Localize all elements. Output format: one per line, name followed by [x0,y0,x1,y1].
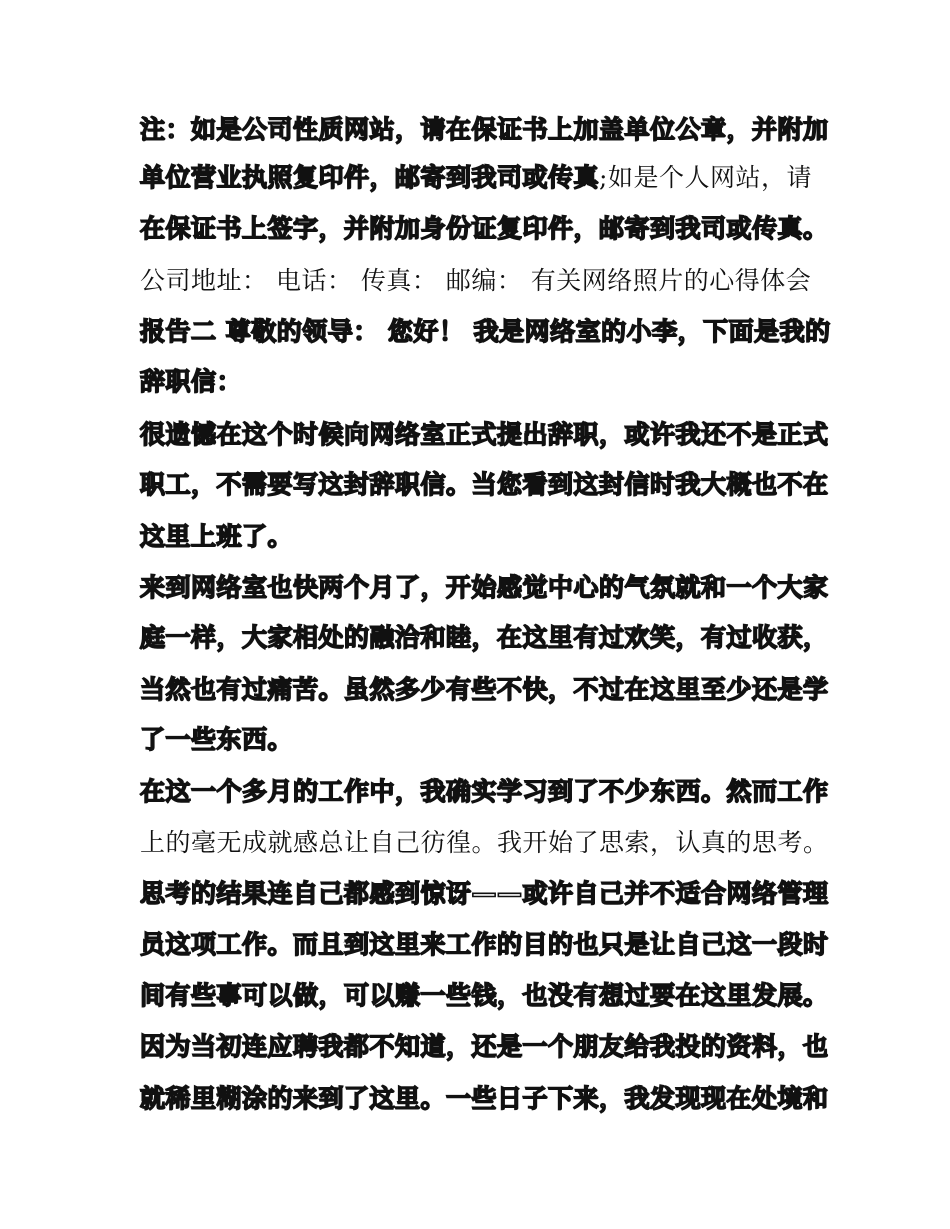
text-segment: 辞职信： [140,367,243,396]
text-segment: 因为当初连应聘我都不知道，还是一个朋友给我投的资料，也 [140,1032,829,1061]
text-line [140,567,829,609]
text-line [140,873,829,915]
text-line [140,516,820,558]
text-segment: 单位营业执照复印件，邮寄到我司或传真 [140,163,600,192]
text-segment: 员这项工作。而且到这里来工作的目的也只是让自己这一段时 [140,930,829,959]
text-segment: 很遗憾在这个时候向网络室正式提出辞职，或许我还不是正式 [140,420,829,449]
text-line [140,771,829,813]
text-line [140,975,829,1017]
text-segment: 公司地址： 电话： 传真： 邮编： 有关网络照片的心得体会 [140,266,812,295]
text-segment: 报告二 尊敬的领导： 您好！ 我是网络室的小李，下面是我的 [140,317,831,346]
text-line [140,109,829,151]
text-segment: 思考的结果连自己都感到惊讶——或许自己并不适合网络管理 [140,879,829,908]
text-line [140,822,829,864]
text-segment: 就稀里糊涂的来到了这里。一些日子下来，我发现现在处境和 [140,1084,829,1113]
text-line [140,1026,829,1068]
text-segment: 这里上班了。 [140,522,294,551]
text-line [140,617,829,659]
text-segment: ;如是个人网站，请 [599,163,812,192]
text-line [140,464,829,506]
text-line [140,260,820,302]
text-line [140,669,829,711]
text-line [140,414,829,456]
text-segment: 上的毫无成就感总让自己彷徨。我开始了思索，认真的思考。 [140,828,829,857]
text-line [140,924,829,966]
text-line [140,157,820,199]
text-segment: 在这一个多月的工作中，我确实学习到了不少东西。然而工作 [140,777,829,806]
text-segment: 注：如是公司性质网站，请在保证书上加盖单位公章，并附加 [140,115,829,144]
text-line [140,208,829,250]
text-segment: 了一些东西。 [140,725,294,754]
text-line [140,311,831,353]
text-segment: 间有些事可以做，可以赚一些钱，也没有想过要在这里发展。 [140,981,829,1010]
text-line [140,361,820,403]
text-segment: 职工，不需要写这封辞职信。当您看到这封信时我大概也不在 [140,470,829,499]
text-line [140,1078,829,1120]
text-line [140,719,820,761]
text-segment: 庭一样，大家相处的融洽和睦，在这里有过欢笑，有过收获， [140,623,829,652]
text-segment: 在保证书上签字，并附加身份证复印件，邮寄到我司或传真。 [140,214,829,243]
text-segment: 当然也有过痛苦。虽然多少有些不快，不过在这里至少还是学 [140,675,829,704]
text-segment: 来到网络室也快两个月了，开始感觉中心的气氛就和一个大家 [140,573,829,602]
